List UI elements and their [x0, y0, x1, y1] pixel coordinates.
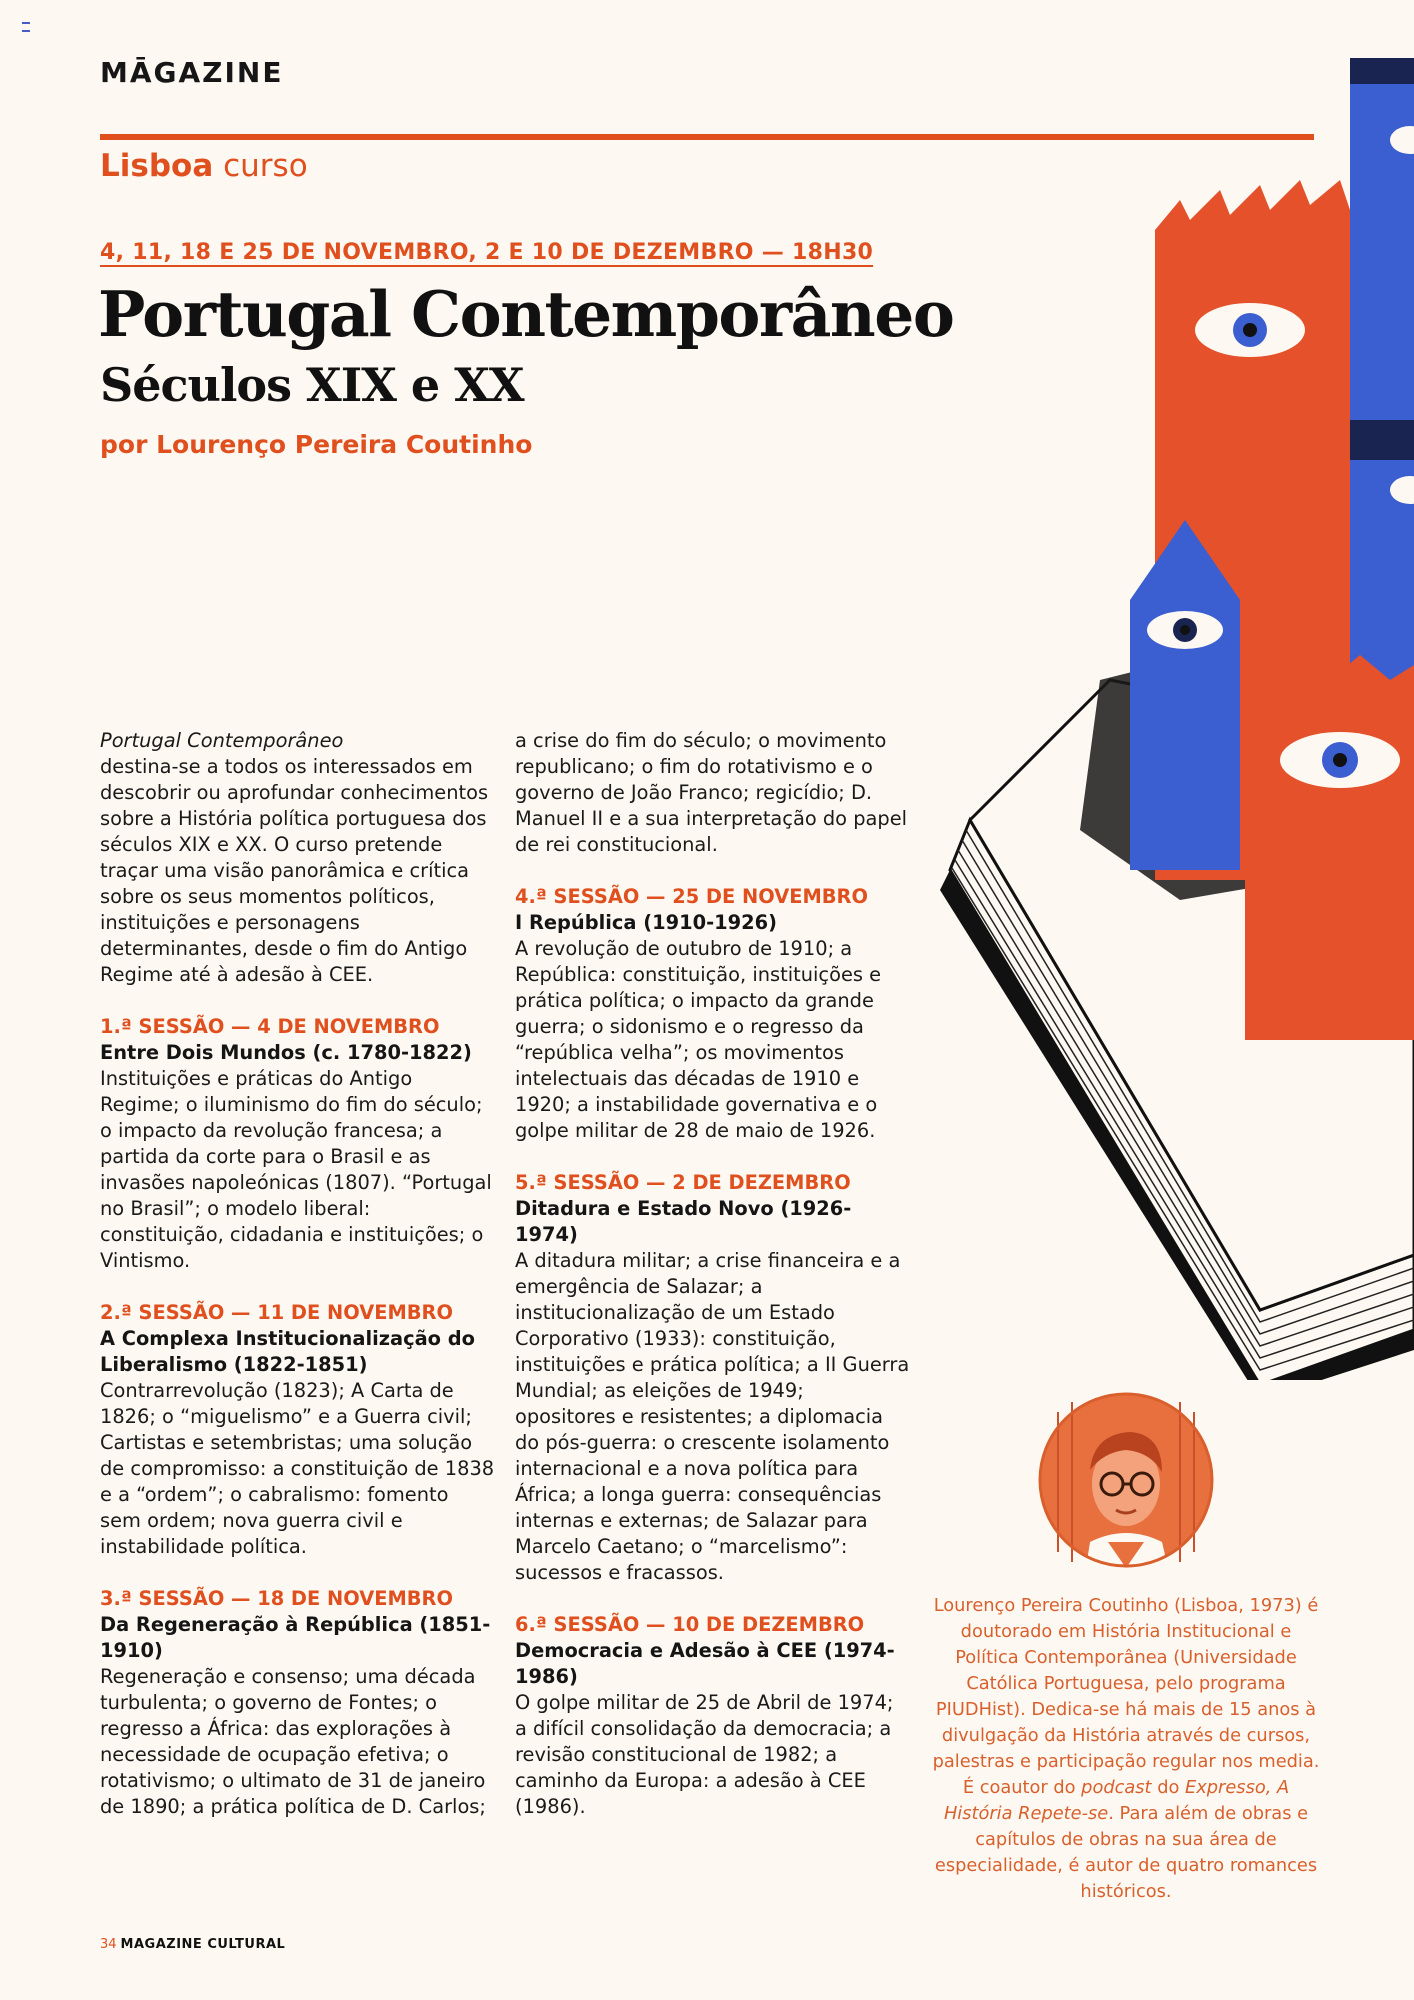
- intro-italic: Portugal Contemporâneo: [100, 729, 344, 752]
- bio-text-1: Lourenço Pereira Coutinho (Lisboa, 1973) é doutorado em História Institucional e Política Contemporânea (Universidade Católica Portuguesa, pelo programa PIUDHist). Dedica-se há mais de 15 anos à divulgação da História através de cursos, palestras e participação regular nos media. É coautor do: [932, 1595, 1320, 1798]
- book-illustration-icon: [930, 40, 1414, 1380]
- session-text: O golpe militar de 25 de Abril de 1974; a difícil consolidação da democracia; a revisão constitucional de 1982; a caminho da Europa: a adesão à CEE (1986).: [515, 1691, 894, 1818]
- session-title: A Complexa Institucionalização do Liberalismo (1822-1851): [100, 1327, 475, 1376]
- bio-show: Expresso, A História Repete-se: [943, 1777, 1290, 1824]
- intro-text: destina-se a todos os interessados em descobrir ou aprofundar conhecimentos sobre a História política portuguesa dos séculos XIX e XX. O curso pretende traçar uma visão panorâmica e crítica sobre os seus momentos políticos, instituições e personagens determinantes, desde o fim do Antigo Regime até à adesão à CEE.: [100, 755, 489, 986]
- session-3: [100, 1586, 495, 1820]
- session-5: [515, 1170, 910, 1586]
- session-text: Contrarrevolução (1823); A Carta de 1826; o “miguelismo” e a Guerra civil; Cartistas e setembristas; uma solução de compromisso: a constituição de 1838 e a “ordem”; o cabralismo: fomento sem ordem; nova guerra civil e instabilidade política.: [100, 1379, 495, 1558]
- session-label: 2.ª SESSÃO — 11 DE NOVEMBRO: [100, 1301, 453, 1324]
- event-dates: 4, 11, 18 E 25 DE NOVEMBRO, 2 E 10 DE DEZEMBRO — 18H30: [100, 240, 874, 265]
- session-3-continued: a crise do fim do século; o movimento republicano; o fim do rotativismo e o governo de João Franco; regicídio; D. Manuel II e a sua interpretação do papel de rei constitucional.: [515, 729, 908, 856]
- session-title: Democracia e Adesão à CEE (1974-1986): [515, 1639, 895, 1688]
- session-label: 4.ª SESSÃO — 25 DE NOVEMBRO: [515, 885, 868, 908]
- bio-text-2: do: [1157, 1777, 1180, 1798]
- bio-text-3: . Para além de obras e capítulos de obras na sua área de especialidade, é autor de quatro romances históricos.: [934, 1803, 1318, 1902]
- session-title: Ditadura e Estado Novo (1926-1974): [515, 1197, 852, 1246]
- page-subtitle: Séculos XIX e XX: [100, 358, 524, 412]
- session-1: [100, 1014, 495, 1274]
- session-label: 1.ª SESSÃO — 4 DE NOVEMBRO: [100, 1015, 440, 1038]
- page-title: Portugal Contemporâneo: [98, 277, 954, 351]
- session-title: I República (1910-1926): [515, 911, 777, 934]
- page-number: 34: [100, 1937, 117, 1952]
- session-2: [100, 1300, 495, 1560]
- byline: por Lourenço Pereira Coutinho: [100, 430, 533, 459]
- text-column-1: [100, 728, 495, 1820]
- bio-podcast: podcast: [1081, 1777, 1152, 1798]
- session-label: 3.ª SESSÃO — 18 DE NOVEMBRO: [100, 1587, 453, 1610]
- section-city: Lisboa: [100, 148, 214, 184]
- session-label: 6.ª SESSÃO — 10 DE DEZEMBRO: [515, 1613, 865, 1636]
- page-footer: [100, 1937, 285, 1952]
- section-type: curso: [223, 148, 308, 184]
- publication-name: MAGAZINE CULTURAL: [120, 1937, 286, 1952]
- corner-mark-icon: [22, 22, 30, 32]
- session-4: [515, 884, 910, 1144]
- text-column-2: [515, 728, 910, 1820]
- session-text: Regeneração e consenso; uma década turbulenta; o governo de Fontes; o regresso a África: das explorações à necessidade de ocupação efetiva; o rotativismo; o ultimato de 31 de janeiro de 1890; a prática política de D. Carlos;: [100, 1665, 486, 1818]
- session-text: A revolução de outubro de 1910; a República: constituição, instituições e prática política; o impacto da grande guerra; o sidonismo e o regresso da “república velha”; os movimentos intelectuais das décadas de 1910 e 1920; a instabilidade governativa e o golpe militar de 28 de maio de 1926.: [515, 937, 882, 1142]
- intro-paragraph: [100, 728, 495, 988]
- author-bio: [930, 1593, 1322, 1905]
- session-title: Entre Dois Mundos (c. 1780-1822): [100, 1041, 472, 1064]
- section-label: [100, 148, 308, 184]
- session-label: 5.ª SESSÃO — 2 DE DEZEMBRO: [515, 1171, 851, 1194]
- session-title: Da Regeneração à República (1851-1910): [100, 1613, 491, 1662]
- session-6: [515, 1612, 910, 1820]
- masthead-logo: MĀGAZINE: [100, 56, 284, 89]
- author-portrait-icon: [1038, 1392, 1214, 1568]
- session-text: Instituições e práticas do Antigo Regime; o iluminismo do fim do século; o impacto da revolução francesa; a partida da corte para o Brasil e as invasões napoleónicas (1807). “Portugal no Brasil”; o modelo liberal: constituição, cidadania e instituições; o Vintismo.: [100, 1067, 492, 1272]
- session-text: A ditadura militar; a crise financeira e a emergência de Salazar; a institucionalização de um Estado Corporativo (1933): constituição, instituições e prática política; a II Guerra Mundial; as eleições de 1949; opositores e resistentes; a diplomacia do pós-guerra: o crescente isolamento internacional e a nova política para África; a longa guerra: consequências internas e externas; de Salazar para Marcelo Caetano; o “marcelismo”: sucessos e fracassos.: [515, 1249, 910, 1584]
